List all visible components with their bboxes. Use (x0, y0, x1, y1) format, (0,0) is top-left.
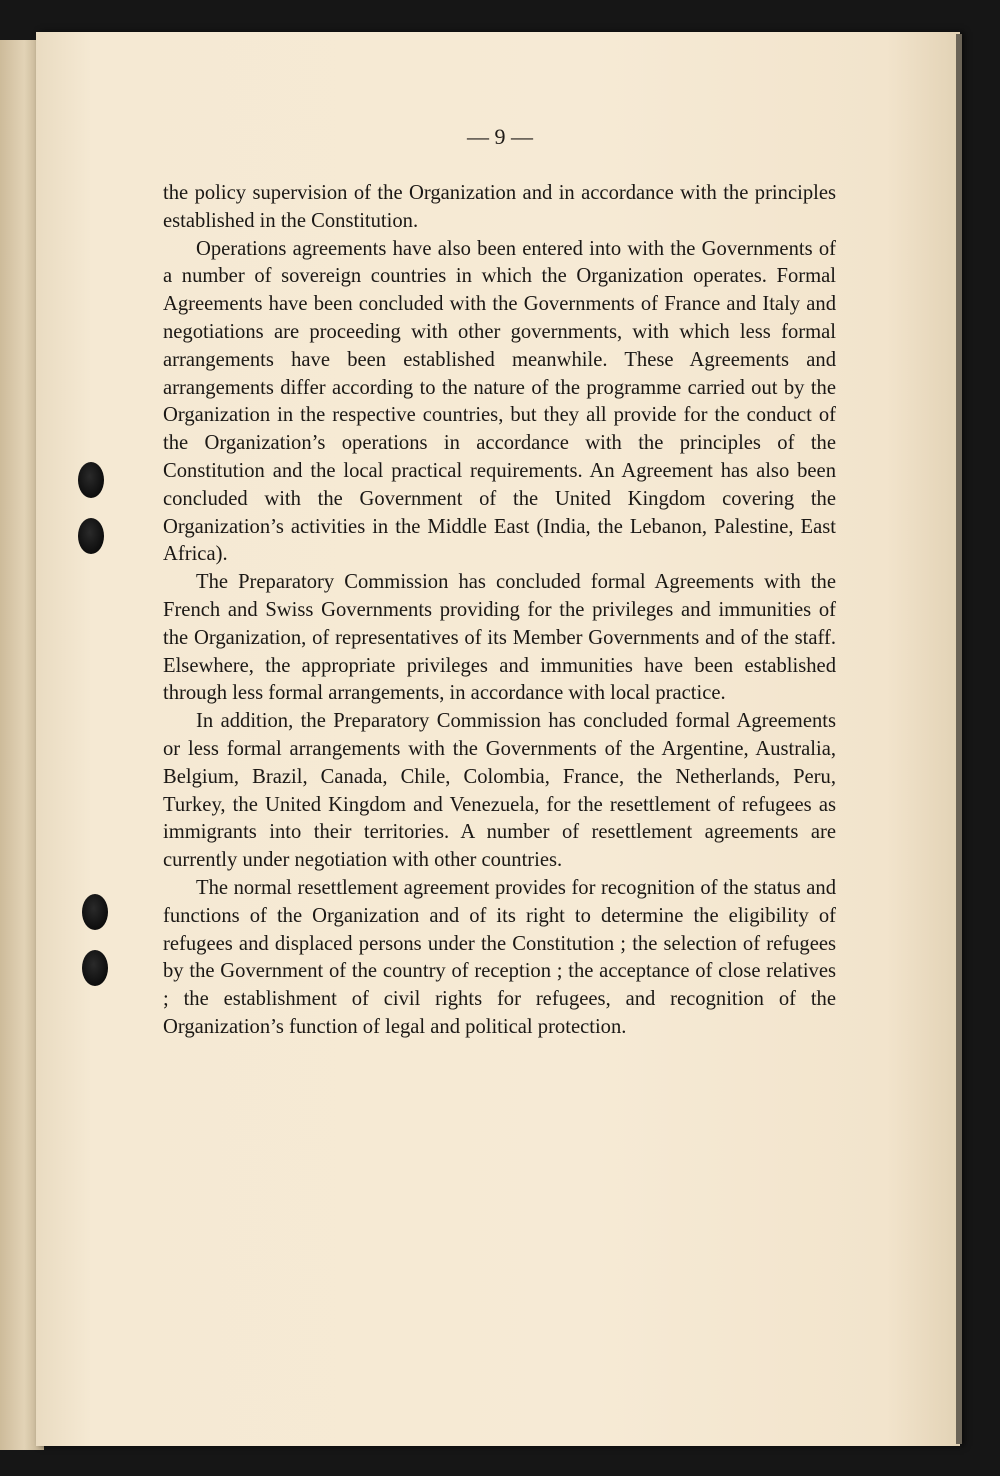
body-text (163, 180, 836, 1042)
page-number: — 9 — (467, 124, 533, 149)
punch-hole (78, 518, 104, 554)
punch-hole (82, 894, 108, 930)
paragraph: The normal resettlement agreement provides for recognition of the status and functions of the Organization and of its right to determine the eligibility of refugees and displaced persons under the Constitution ; the selection of refugees by the Government of the country of reception ; the acceptance of close relatives ; the establishment of civil rights for refugees, and recognition of the Organization’s function of legal and political protection. (163, 876, 836, 1038)
paragraph: Operations agreements have also been entered into with the Governments of a number of sovereign countries in which the Organization operates. Formal Agreements have been concluded with the Governments of France and Italy and negotiations are proceeding with other governments, with which less formal arrangements have been established meanwhile. These Agreements and arrangements differ according to the nature of the programme carried out by the Organization in the respective countries, but they all provide for the conduct of the Organization’s operations in accordance with the principles of the Constitution and the local practical requirements. An Agreement has also been concluded with the Government of the United Kingdom covering the Organization’s activities in the Middle East (India, the Lebanon, Palestine, East Africa). (163, 237, 836, 566)
page-edge-shadow (956, 34, 962, 1444)
paragraph: the policy supervision of the Organization and in accordance with the principles established in the Constitution. (163, 182, 836, 232)
punch-hole (78, 462, 104, 498)
paragraph: The Preparatory Commission has concluded formal Agreements with the French and Swiss Governments providing for the privileges and immunities of the Organization, of representatives of its Member Governments and of the staff. Elsewhere, the appropriate privileges and immunities have been established through less formal arrangements, in accordance with local practice. (163, 571, 836, 705)
paragraph: In addition, the Preparatory Commission has concluded formal Agreements or less formal arrangements with the Governments of the Argentine, Australia, Belgium, Brazil, Canada, Chile, Colombia, France, the Netherlands, Peru, Turkey, the United Kingdom and Venezuela, for the resettlement of refugees as immigrants into their territories. A number of resettlement agreements are currently under negotiation with other countries. (163, 710, 836, 872)
punch-hole (82, 950, 108, 986)
